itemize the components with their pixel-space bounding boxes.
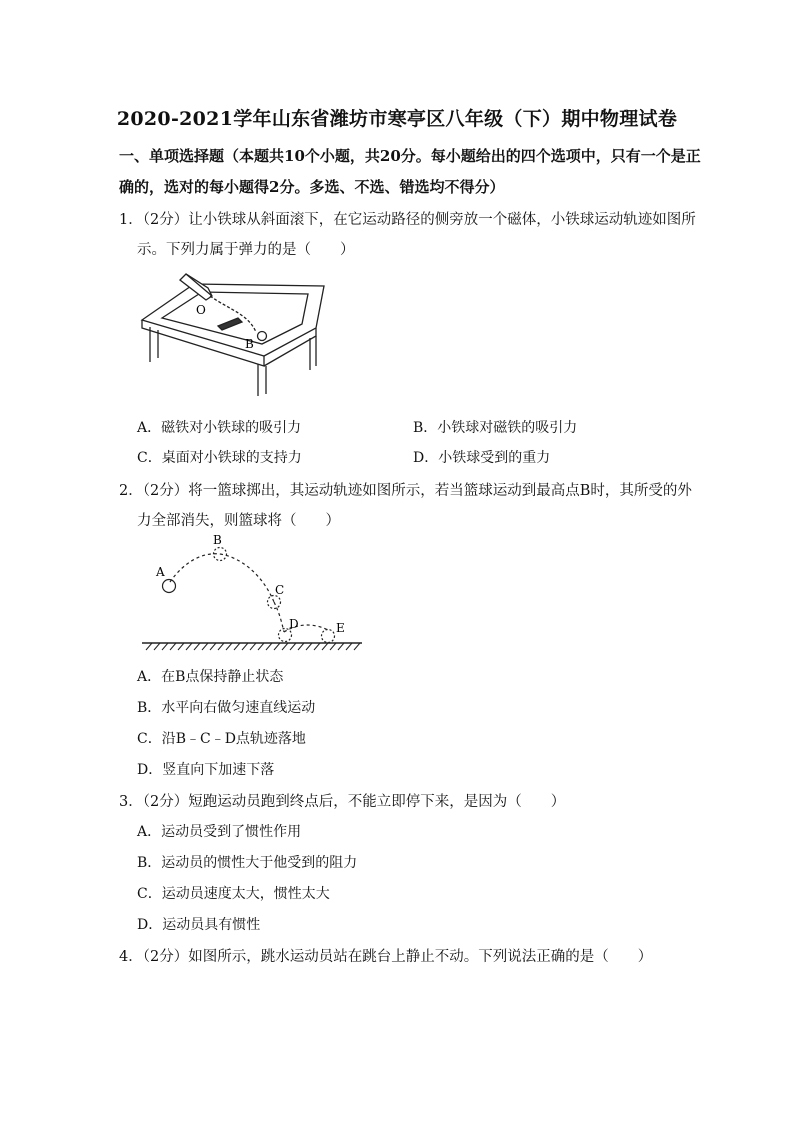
page-title: 2020-2021学年山东省潍坊市寒亭区八年级（下）期中物理试卷 [116,108,678,130]
q4-stem: 4．（2分）如图所示，跳水运动员站在跳台上静止不动。下列说法正确的是（ ） [119,949,653,965]
q3-option-c: C．运动员速度太大，惯性太大 [137,886,330,902]
section-heading-line2: 确的，选对的每小题得2分。多选、不选、错选均不得分） [119,178,505,196]
section-heading-line1: 一、单项选择题（本题共10个小题，共20分。每小题给出的四个选项中，只有一个是正 [119,147,701,165]
q2-option-c: C．沿B﹣C﹣D点轨迹落地 [137,731,306,747]
q3-option-d: D．运动员具有惯性 [137,917,261,933]
q2-option-b: B．水平向右做匀速直线运动 [137,700,316,716]
q1-figure-table-magnet [138,270,334,398]
q1-option-c: C．桌面对小铁球的支持力 [137,450,302,466]
q2-figure-label-e: E [336,621,345,635]
q1-option-d: D．小铁球受到的重力 [413,450,551,466]
q2-figure-label-d: D [289,617,299,631]
q2-option-a: A．在B点保持静止状态 [137,669,284,685]
q3-stem: 3．（2分）短跑运动员跑到终点后，不能立即停下来，是因为（ ） [119,794,566,810]
q1-option-a: A．磁铁对小铁球的吸引力 [137,420,302,436]
q1-figure-label-b: B [245,337,254,351]
q2-figure-label-b: B [213,533,222,547]
q2-option-d: D．竖直向下加速下落 [137,762,275,778]
q2-figure-label-c: C [275,583,285,597]
q3-option-b: B．运动员的惯性大于他受到的阻力 [137,855,358,871]
q2-figure-label-a: A [156,565,165,579]
q1-stem-line2: 示。下列力属于弹力的是（ ） [137,242,355,258]
q2-stem-line2: 力全部消失，则篮球将（ ） [137,513,340,529]
q1-figure-label-o: O [196,303,206,317]
q2-figure-trajectory [140,530,366,658]
q1-option-b: B．小铁球对磁铁的吸引力 [413,420,578,436]
q1-stem-line1: 1．（2分）让小铁球从斜面滚下，在它运动路径的侧旁放一个磁体，小铁球运动轨迹如图所 [119,212,696,228]
ground-hatching [146,643,360,650]
q2-stem-line1: 2．（2分）将一篮球掷出，其运动轨迹如图所示，若当篮球运动到最高点B时，其所受的外 [119,483,692,499]
q3-option-a: A．运动员受到了惯性作用 [137,824,302,840]
